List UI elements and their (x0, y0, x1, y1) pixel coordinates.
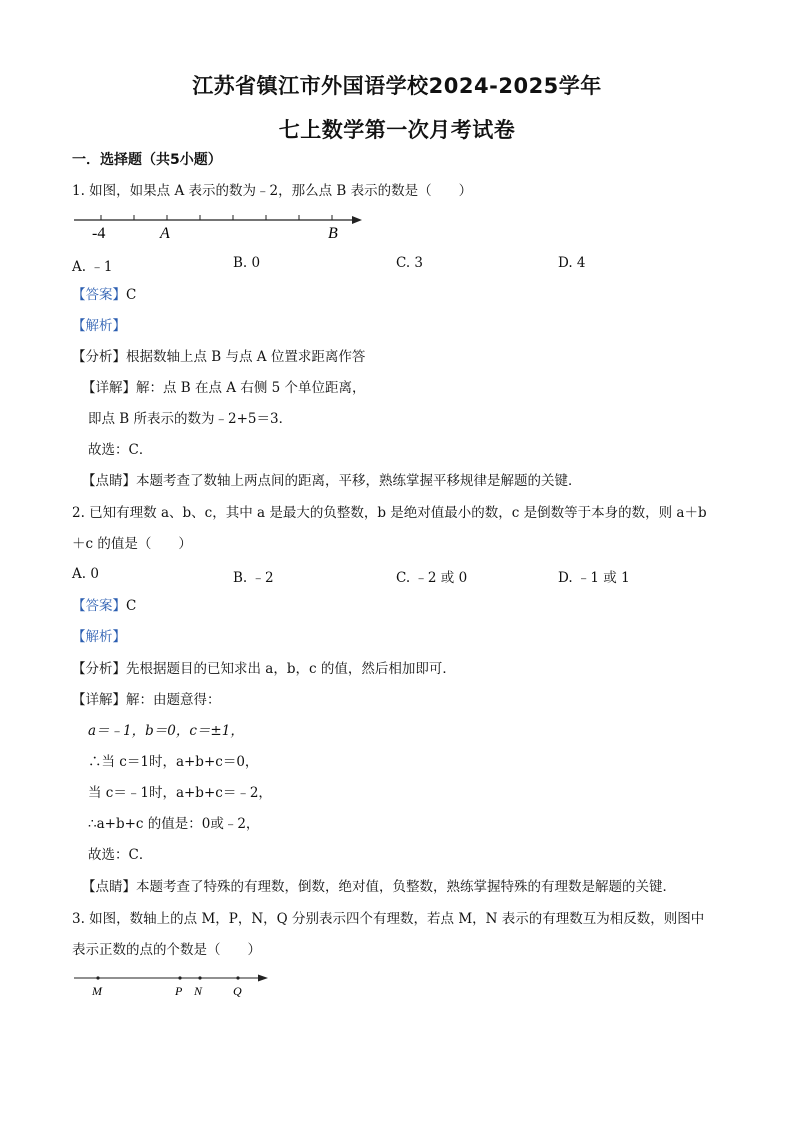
q2-detail-tag: 【详解】 (72, 692, 126, 708)
q1-detail-line2: 即点 B 所表示的数为﹣2+5＝3． (88, 411, 293, 427)
q1-detail-tag: 【详解】 (82, 380, 136, 396)
q2-choose: 故选：C． (88, 847, 153, 863)
q2-detail-l1: a＝﹣1，b＝0，c＝±1， (88, 723, 244, 739)
q3-label-n: N (194, 984, 203, 998)
q2-answer-value: C (126, 598, 137, 614)
q2-option-b: B. ﹣2 (233, 570, 274, 586)
document-title-line2: 七上数学第一次月考试卷 (278, 118, 516, 142)
q2-detail-l2: ∴当 c＝1时，a+b+c＝0， (88, 754, 259, 770)
q1-answer (72, 286, 136, 304)
q3-label-p: P (175, 984, 183, 998)
q1-option-c: C. 3 (396, 255, 424, 271)
document-title-line1: 江苏省镇江市外国语学校2024-2025学年 (192, 74, 602, 98)
q2-answer-tag: 【答案】 (72, 598, 126, 614)
q2-option-d: D. ﹣1 或 1 (558, 570, 630, 586)
q1-fenxi-tag: 【分析】 (72, 349, 126, 365)
q3-label-q: Q (233, 984, 242, 998)
q3-stem-line1: 3. 如图，数轴上的点 M，P，N，Q 分别表示四个有理数，若点 M，N 表示的有理数互为相反数，则图中 (72, 911, 705, 927)
q2-detail (72, 691, 221, 709)
q2-stem-line2: ＋c 的值是（ ） (72, 536, 192, 552)
q1-stem: 1. 如图，如果点 A 表示的数为﹣2，那么点 B 表示的数是（ ） (72, 183, 473, 199)
q2-detail-l4: ∴a+b+c 的值是：0或﹣2， (88, 816, 260, 832)
q1-label-a: A (160, 225, 170, 242)
q1-choose: 故选：C． (88, 442, 153, 458)
q1-answer-value: C (126, 287, 137, 303)
q2-detail-l3: 当 c＝﹣1时，a+b+c＝﹣2， (88, 785, 272, 801)
q2-stem-line1: 2. 已知有理数 a、b、c，其中 a 是最大的负整数，b 是绝对值最小的数，c 是倒数等于本身的数，则 a＋b (72, 505, 707, 521)
q3-label-m: M (92, 984, 102, 998)
q2-fenxi (72, 660, 456, 678)
q1-dianjing (82, 472, 582, 490)
q1-fenxi-text: 根据数轴上点 B 与点 A 位置求距离作答 (126, 349, 366, 365)
q2-dianjing (82, 878, 676, 896)
q2-analysis-tag: 【解析】 (72, 629, 126, 645)
q2-fenxi-text: 先根据题目的已知求出 a，b，c 的值，然后相加即可． (126, 661, 456, 677)
q1-label-b: B (328, 225, 338, 242)
q1-answer-tag: 【答案】 (72, 287, 126, 303)
q1-detail (82, 379, 366, 397)
q2-detail-text: 解：由题意得： (126, 692, 221, 708)
q1-option-b: B. 0 (233, 255, 261, 271)
q1-number-line (72, 208, 372, 244)
q2-option-c: C. ﹣2 或 0 (396, 570, 468, 586)
q1-dianjing-tag: 【点睛】 (82, 473, 136, 489)
q1-fenxi (72, 348, 365, 366)
q1-detail-text: 解：点 B 在点 A 右侧 5 个单位距离， (136, 380, 366, 396)
section-heading: 一．选择题（共5小题） (72, 152, 222, 168)
q1-label-minus4: -4 (92, 225, 106, 242)
q1-option-d: D. 4 (558, 255, 586, 271)
q2-dianjing-text: 本题考查了特殊的有理数，倒数，绝对值，负整数，熟练掌握特殊的有理数是解题的关键． (136, 879, 676, 895)
q3-stem-line2: 表示正数的点的个数是（ ） (72, 942, 261, 958)
q1-option-a: A. ﹣1 (72, 259, 113, 275)
q3-number-line (72, 968, 282, 1002)
q1-dianjing-text: 本题考查了数轴上两点间的距离，平移，熟练掌握平移规律是解题的关键． (136, 473, 582, 489)
q2-dianjing-tag: 【点睛】 (82, 879, 136, 895)
q1-analysis-tag: 【解析】 (72, 318, 126, 334)
q2-answer (72, 597, 136, 615)
q2-option-a: A. 0 (72, 566, 99, 582)
q2-fenxi-tag: 【分析】 (72, 661, 126, 677)
